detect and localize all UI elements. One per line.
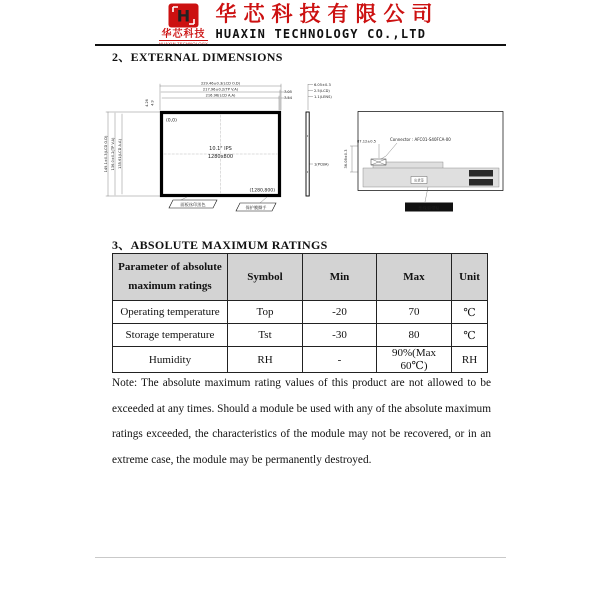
side-dim-pcba: 1(PCBA): [314, 162, 329, 167]
front-view: [104, 82, 293, 211]
logo-block: [158, 3, 209, 46]
dim-tp-va-width: 217.96±0.2(TP V.A): [202, 87, 239, 92]
front-resolution-label: 1280x800: [207, 154, 234, 160]
note-paragraph: Note: The absolute maximum rating values of this product are not allowed to be exceeded at any times. Should a module be used with any of the absolute maximum ratings exceeded, the characteristics of the module may not be recovered, or in an extreme case, the module may be permanently destroyed.: [112, 377, 491, 466]
front-origin-label: (0,0): [166, 118, 177, 124]
cell-symbol: Tst: [228, 324, 303, 347]
rear-dim-vertical: 36.08±0.3: [344, 149, 348, 169]
front-size-label: 10.1" IPS: [209, 146, 232, 152]
col-unit: Unit: [452, 254, 488, 301]
dim-tp-va-height: 136.0±0.2(TP V.A): [111, 137, 115, 171]
rear-component-2: [469, 179, 493, 186]
rear-component-1: [469, 170, 493, 177]
side-view: [306, 83, 332, 196]
rear-dim-horizontal: 87.12±0.5: [357, 139, 377, 144]
cell-parameter: Humidity: [113, 347, 228, 373]
table-row: [113, 324, 488, 347]
dim-lcd-aa-height: 135.61(LCD A.A): [118, 139, 122, 169]
company-logo-icon: [168, 3, 199, 28]
external-dimensions-figure: [95, 76, 507, 216]
front-corner-label: (1280,800): [249, 188, 275, 194]
col-symbol: Symbol: [228, 254, 303, 301]
rear-connector-label: Connector : AFC01-S40FCA-00: [390, 137, 451, 142]
cell-unit: ℃: [452, 301, 488, 324]
side-profile-outline: [306, 112, 309, 196]
col-parameter: Parameter of absolute maximum ratings: [113, 254, 228, 301]
rear-connector: [371, 159, 386, 165]
dim-lcd-od-height: 149.1±0.3(LCD O.D): [104, 135, 108, 173]
cell-max: 80: [377, 324, 452, 347]
absolute-maximum-ratings-table: [112, 253, 488, 373]
logo-subtext-cn: 华芯科技: [161, 29, 206, 40]
cell-unit: RH: [452, 347, 488, 373]
table-row: [113, 347, 488, 373]
cell-min: -30: [303, 324, 377, 347]
company-name-cn: 华芯科技有限公司: [215, 3, 440, 26]
cell-max: 70: [377, 301, 452, 324]
dim-right-2: 7.54: [284, 96, 293, 101]
col-max: Max: [377, 254, 452, 301]
dim-lcd-aa-width: 216.96(LCD A.A): [205, 93, 236, 98]
dim-lcd-od-width: 229.46±0.3(LCD O.D): [200, 81, 241, 86]
rear-label-box: [411, 177, 427, 184]
company-name-en: HUAXIN TECHNOLOGY CO.,LTD: [215, 27, 427, 41]
logo-subtext-en: HUAXIN TECHNOLOGY: [158, 41, 209, 46]
dim-right-1: 7.05: [284, 90, 293, 95]
dim-corner-2: 4.9: [150, 100, 155, 106]
side-dim-total: 6.05±0.3: [314, 82, 331, 87]
front-tag-right: [236, 197, 276, 211]
side-dim-lcd: 2.5(LCD): [314, 88, 330, 93]
cell-symbol: Top: [228, 301, 303, 324]
front-tag-left: [169, 197, 217, 208]
section-3-title: 3、ABSOLUTE MAXIMUM RATINGS: [112, 238, 328, 252]
cell-parameter: Operating temperature: [113, 301, 228, 324]
section-2-title: 2、EXTERNAL DIMENSIONS: [112, 50, 283, 64]
rear-tape-tag: [405, 203, 453, 212]
table-row: [113, 301, 488, 324]
rear-view: [344, 112, 503, 212]
cell-parameter: Storage temperature: [113, 324, 228, 347]
side-dim-lens: 1.1(LENS): [314, 94, 332, 99]
col-min: Min: [303, 254, 377, 301]
rear-label-box-text: 出货签: [414, 178, 424, 183]
cell-min: -: [303, 347, 377, 373]
company-titles: [216, 3, 440, 46]
rear-tape-tag-label: 绝缘胶带贴: [418, 205, 440, 211]
logo-letter: H: [176, 6, 191, 26]
cell-min: -20: [303, 301, 377, 324]
cell-max: 90%(Max 60℃): [377, 347, 452, 373]
cell-symbol: RH: [228, 347, 303, 373]
front-tag-right-label: 保护膜撕手: [245, 204, 267, 210]
cell-unit: ℃: [452, 324, 488, 347]
header: [0, 3, 600, 46]
footer-divider: [95, 557, 506, 558]
table-header-row: [113, 254, 488, 301]
header-divider: [95, 44, 506, 46]
dim-corner-1: 4.26: [145, 99, 149, 107]
front-tag-left-label: 面板丝印黑色: [180, 201, 206, 207]
